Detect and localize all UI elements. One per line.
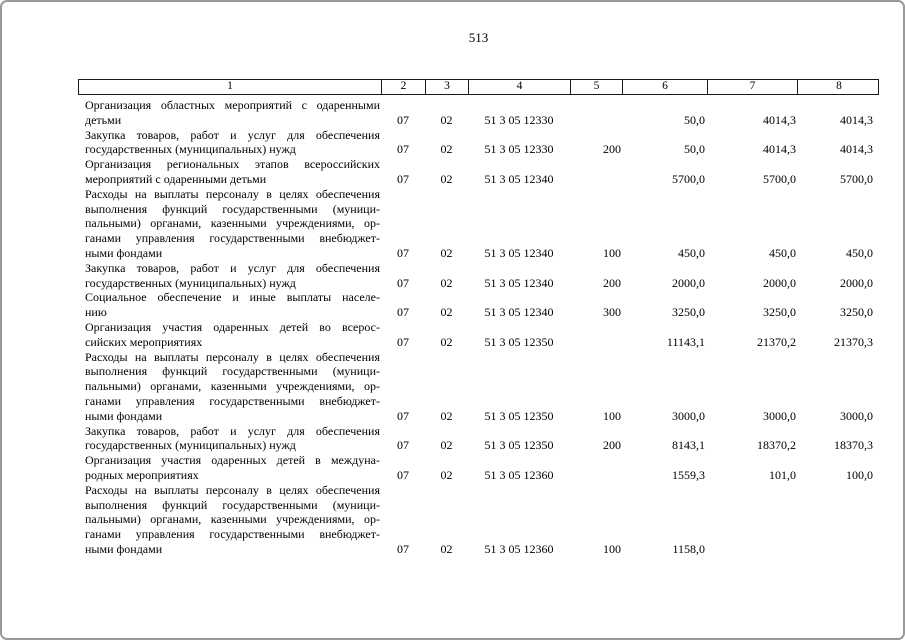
row-name-line: ными фондами bbox=[85, 245, 163, 260]
row-col-8: 21370,3 bbox=[834, 334, 873, 349]
column-header-1: 1 bbox=[79, 80, 382, 94]
row-name-line: мероприятий с одаренными детьми bbox=[85, 171, 267, 186]
table-row bbox=[78, 424, 879, 454]
table-row bbox=[78, 261, 879, 291]
row-name-line: Социальное обеспечение и иные выплаты населе- bbox=[85, 290, 380, 305]
row-col-4: 51 3 05 12360 bbox=[484, 541, 554, 556]
column-header-7: 7 bbox=[708, 80, 798, 94]
row-col-7: 5700,0 bbox=[763, 171, 796, 186]
row-col-3: 02 bbox=[440, 305, 453, 320]
row-col-8: 3250,0 bbox=[840, 305, 873, 320]
row-col-6: 50,0 bbox=[684, 142, 705, 157]
row-col-4: 51 3 05 12330 bbox=[484, 112, 554, 127]
row-col-6: 5700,0 bbox=[672, 171, 705, 186]
row-col-6: 11143,1 bbox=[666, 334, 705, 349]
page-number: 513 bbox=[468, 30, 489, 45]
row-name-line: Организация региональных этапов всероссийских bbox=[85, 157, 380, 172]
table-row bbox=[78, 290, 879, 320]
row-col-7: 4014,3 bbox=[763, 112, 796, 127]
table-body bbox=[78, 95, 879, 557]
row-name-line: Закупка товаров, работ и услуг для обеспечения bbox=[85, 127, 380, 142]
row-col-7: 21370,2 bbox=[757, 334, 796, 349]
row-col-2: 07 bbox=[397, 245, 409, 260]
row-name-cell bbox=[78, 98, 381, 128]
row-col-7: 18370,2 bbox=[757, 438, 796, 453]
column-header-8: 8 bbox=[836, 80, 842, 93]
row-col-4: 51 3 05 12350 bbox=[484, 438, 554, 453]
row-name-line: родных мероприятиях bbox=[85, 467, 199, 482]
row-name-line: нию bbox=[85, 305, 107, 320]
row-name-cell bbox=[78, 290, 381, 320]
table-row bbox=[78, 453, 879, 483]
row-col-2: 07 bbox=[397, 112, 409, 127]
row-col-3: 02 bbox=[440, 541, 453, 556]
row-name-line: государственных (муниципальных) нужд bbox=[85, 438, 296, 453]
table-row bbox=[78, 350, 879, 424]
row-col-5: 300 bbox=[603, 305, 621, 320]
row-name-line: детьми bbox=[85, 112, 122, 127]
column-header-6: 6 bbox=[623, 80, 708, 94]
row-col-4: 51 3 05 12350 bbox=[484, 408, 554, 423]
row-col-4: 51 3 05 12340 bbox=[484, 305, 554, 320]
row-col-8: 100,0 bbox=[846, 467, 873, 482]
row-col-2: 07 bbox=[397, 305, 409, 320]
row-col-8: 4014,3 bbox=[840, 112, 873, 127]
row-col-4: 51 3 05 12340 bbox=[484, 275, 554, 290]
row-col-3: 02 bbox=[440, 142, 453, 157]
row-col-8: 3000,0 bbox=[840, 408, 873, 423]
row-col-6: 3000,0 bbox=[672, 408, 705, 423]
table-row bbox=[78, 320, 879, 350]
row-col-5: 200 bbox=[603, 275, 621, 290]
row-name-line: пальными) органами, казенными учреждениями, ор- bbox=[85, 379, 380, 394]
row-col-2: 07 bbox=[397, 408, 409, 423]
row-name-line: пальными) органами, казенными учреждениями, ор- bbox=[85, 216, 380, 231]
budget-table bbox=[78, 79, 879, 557]
row-col-8: 4014,3 bbox=[840, 142, 873, 157]
row-col-2: 07 bbox=[397, 334, 409, 349]
row-col-6: 2000,0 bbox=[672, 275, 705, 290]
row-col-5: 200 bbox=[603, 438, 621, 453]
row-name-line: государственных (муниципальных) нужд bbox=[85, 142, 296, 157]
row-name-line: Организация участия одаренных детей в междуна- bbox=[85, 453, 380, 468]
column-header-4: 4 bbox=[469, 80, 571, 94]
row-col-5: 200 bbox=[603, 142, 621, 157]
row-name-line: ганами управления государственными внебюджет- bbox=[85, 527, 380, 542]
table-header-row bbox=[78, 79, 879, 95]
column-header-3: 3 bbox=[426, 80, 469, 94]
row-col-2: 07 bbox=[397, 467, 409, 482]
row-col-4: 51 3 05 12340 bbox=[484, 171, 554, 186]
row-col-5: 100 bbox=[603, 245, 621, 260]
row-col-2: 07 bbox=[397, 438, 409, 453]
row-col-2: 07 bbox=[397, 142, 409, 157]
table-row bbox=[78, 157, 879, 187]
table-row bbox=[78, 483, 879, 557]
row-name-cell bbox=[78, 483, 381, 557]
row-name-cell bbox=[78, 157, 381, 187]
column-header-2: 2 bbox=[382, 80, 426, 94]
row-col-6: 3250,0 bbox=[672, 305, 705, 320]
row-col-5: 100 bbox=[603, 408, 621, 423]
row-name-line: ными фондами bbox=[85, 408, 163, 423]
row-col-3: 02 bbox=[440, 334, 453, 349]
row-col-7: 101,0 bbox=[769, 467, 796, 482]
table-row bbox=[78, 128, 879, 158]
row-name-cell bbox=[78, 424, 381, 454]
row-name-line: Закупка товаров, работ и услуг для обеспечения bbox=[85, 423, 380, 438]
row-col-7: 4014,3 bbox=[763, 142, 796, 157]
row-name-line: Закупка товаров, работ и услуг для обеспечения bbox=[85, 260, 380, 275]
row-col-5: 100 bbox=[603, 541, 621, 556]
row-name-line: ными фондами bbox=[85, 541, 163, 556]
row-col-3: 02 bbox=[440, 245, 453, 260]
row-col-3: 02 bbox=[440, 112, 453, 127]
row-col-6: 450,0 bbox=[678, 245, 705, 260]
row-col-3: 02 bbox=[440, 275, 453, 290]
row-col-6: 50,0 bbox=[684, 112, 705, 127]
row-name-line: выполнения функций государственными (муници- bbox=[85, 201, 380, 216]
row-name-line: выполнения функций государственными (муници- bbox=[85, 364, 380, 379]
row-name-cell bbox=[78, 350, 381, 424]
row-name-line: Организация участия одаренных детей во всерос- bbox=[85, 319, 380, 334]
row-name-line: Расходы на выплаты персоналу в целях обеспечения bbox=[85, 186, 380, 201]
row-col-8: 5700,0 bbox=[840, 171, 873, 186]
table-row bbox=[78, 98, 879, 128]
row-name-cell bbox=[78, 261, 381, 291]
row-col-4: 51 3 05 12360 bbox=[484, 467, 554, 482]
row-col-6: 8143,1 bbox=[672, 438, 705, 453]
row-col-7: 3250,0 bbox=[763, 305, 796, 320]
row-name-cell bbox=[78, 128, 381, 158]
row-col-8: 450,0 bbox=[846, 245, 873, 260]
row-col-6: 1559,3 bbox=[672, 467, 705, 482]
row-col-2: 07 bbox=[397, 275, 409, 290]
row-name-line: Расходы на выплаты персоналу в целях обеспечения bbox=[85, 482, 380, 497]
row-col-7: 3000,0 bbox=[763, 408, 796, 423]
row-name-line: выполнения функций государственными (муници- bbox=[85, 497, 380, 512]
row-name-line: пальными) органами, казенными учреждениями, ор- bbox=[85, 512, 380, 527]
row-col-4: 51 3 05 12350 bbox=[484, 334, 554, 349]
row-name-line: ганами управления государственными внебюджет- bbox=[85, 231, 380, 246]
row-col-3: 02 bbox=[440, 467, 453, 482]
row-col-3: 02 bbox=[440, 408, 453, 423]
row-name-line: государственных (муниципальных) нужд bbox=[85, 275, 296, 290]
row-col-7: 450,0 bbox=[769, 245, 796, 260]
row-col-2: 07 bbox=[397, 171, 409, 186]
row-name-line: Организация областных мероприятий с одаренными bbox=[85, 98, 380, 112]
table-row bbox=[78, 187, 879, 261]
row-name-line: сийских мероприятиях bbox=[85, 334, 203, 349]
row-col-2: 07 bbox=[397, 541, 409, 556]
row-col-8: 2000,0 bbox=[840, 275, 873, 290]
row-name-cell bbox=[78, 453, 381, 483]
row-name-cell bbox=[78, 320, 381, 350]
row-name-line: ганами управления государственными внебюджет- bbox=[85, 393, 380, 408]
row-col-7: 2000,0 bbox=[763, 275, 796, 290]
column-header-5: 5 bbox=[571, 80, 623, 94]
row-col-3: 02 bbox=[440, 438, 453, 453]
row-col-4: 51 3 05 12340 bbox=[484, 245, 554, 260]
row-col-3: 02 bbox=[440, 171, 453, 186]
row-col-8: 18370,3 bbox=[834, 438, 873, 453]
row-name-line: Расходы на выплаты персоналу в целях обеспечения bbox=[85, 349, 380, 364]
row-col-6: 1158,0 bbox=[672, 541, 705, 556]
row-name-cell bbox=[78, 187, 381, 261]
row-col-4: 51 3 05 12330 bbox=[484, 142, 554, 157]
